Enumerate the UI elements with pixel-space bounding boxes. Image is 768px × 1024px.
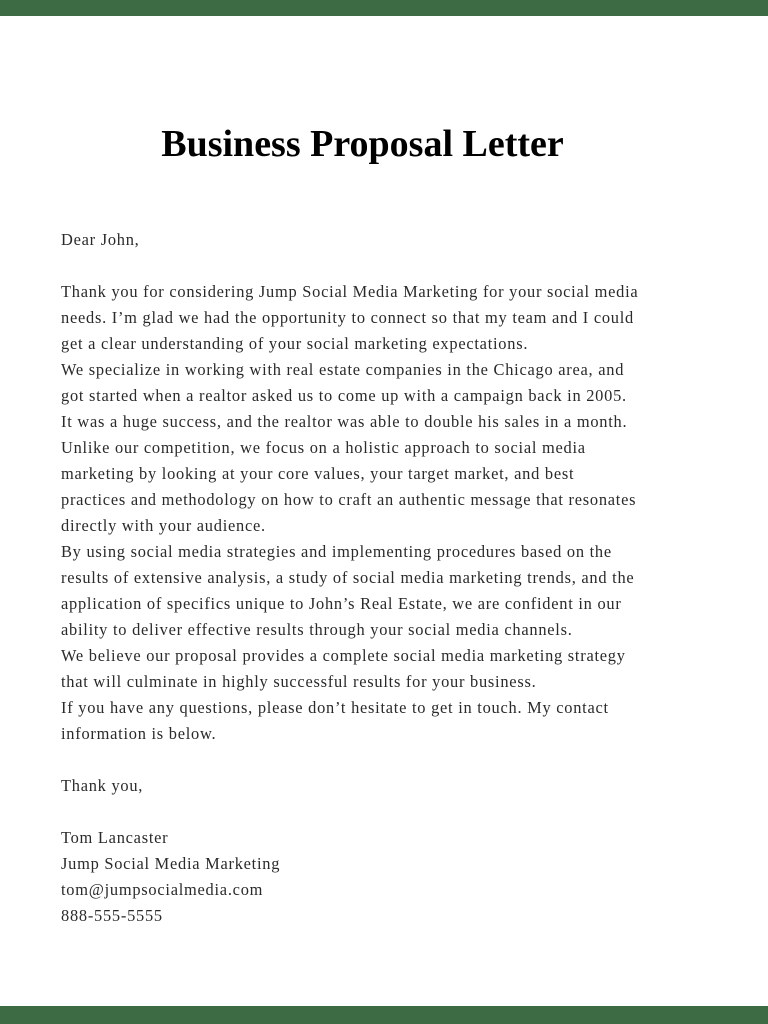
paragraph-gap (61, 747, 711, 773)
signature-name: Tom Lancaster (61, 828, 169, 847)
body-line: ability to deliver effective results through your social media channels. (61, 620, 573, 639)
body-line: practices and methodology on how to craft an authentic message that resonates (61, 490, 637, 509)
body-line: Unlike our competition, we focus on a holistic approach to social media (61, 438, 586, 457)
body-line: needs. I’m glad we had the opportunity to connect so that my team and I could (61, 308, 635, 327)
body-line: We believe our proposal provides a complete social media marketing strategy (61, 646, 626, 665)
signature-company: Jump Social Media Marketing (61, 854, 281, 873)
body-line: It was a huge success, and the realtor was able to double his sales in a month. (61, 412, 628, 431)
salutation: Dear John, (61, 230, 140, 249)
body-line: results of extensive analysis, a study of social media marketing trends, and the (61, 568, 635, 587)
body-line: information is below. (61, 724, 217, 743)
body-line: directly with your audience. (61, 516, 266, 535)
top-accent-bar (0, 0, 768, 16)
closing: Thank you, (61, 776, 144, 795)
body-line: By using social media strategies and implementing procedures based on the (61, 542, 612, 561)
body-line: marketing by looking at your core values, your target market, and best (61, 464, 575, 483)
paragraph-gap (61, 799, 711, 825)
body-line: got started when a realtor asked us to come up with a campaign back in 2005. (61, 386, 627, 405)
signature-email: tom@jumpsocialmedia.com (61, 880, 264, 899)
body-line: If you have any questions, please don’t hesitate to get in touch. My contact (61, 698, 609, 717)
body-line: We specialize in working with real estate companies in the Chicago area, and (61, 360, 625, 379)
body-line: that will culminate in highly successful results for your business. (61, 672, 537, 691)
body-line: get a clear understanding of your social marketing expectations. (61, 334, 529, 353)
body-line: application of specifics unique to John’s Real Estate, we are confident in our (61, 594, 622, 613)
document-title: Business Proposal Letter (161, 123, 564, 165)
bottom-accent-bar (0, 1006, 768, 1024)
signature-phone: 888-555-5555 (61, 906, 163, 925)
body-line: Thank you for considering Jump Social Media Marketing for your social media (61, 282, 639, 301)
letter-body (61, 227, 711, 929)
paragraph-gap (61, 253, 711, 279)
